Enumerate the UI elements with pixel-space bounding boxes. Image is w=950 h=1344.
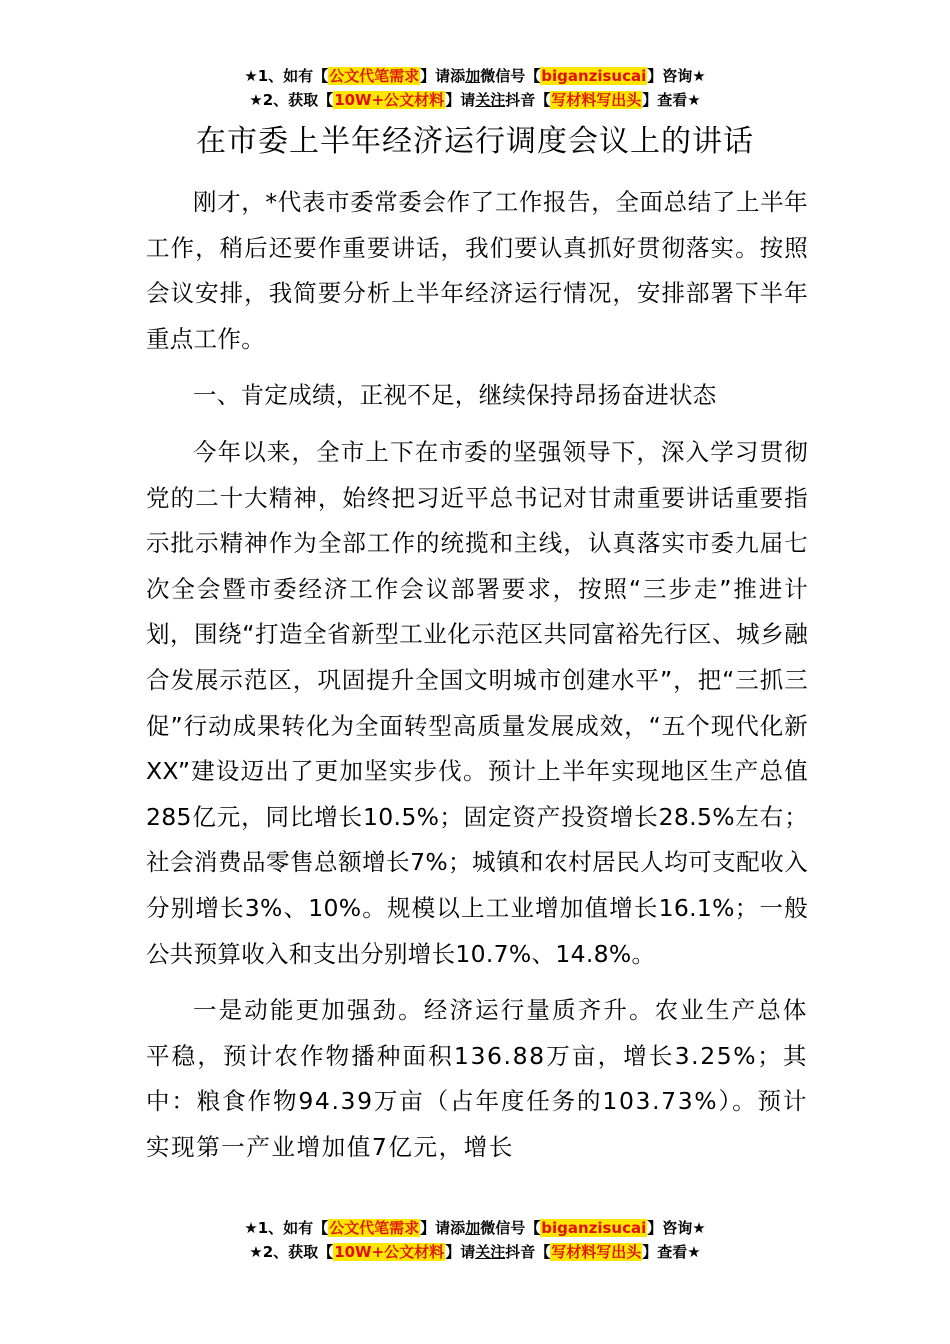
paragraph-opening: 刚才，*代表市委常委会作了工作报告，全面总结了上半年工作，稍后还要作重要讲话，我们要认真抓好贯彻落实。按照会议安排，我简要分析上半年经济运行情况，安排部署下半年重点工作。 — [146, 188, 808, 353]
document-title: 在市委上半年经济运行调度会议上的讲话 — [196, 124, 754, 159]
highlight-wechat-id: biganzisucai — [541, 1219, 647, 1237]
highlight-service: 公文代笔需求 — [329, 67, 420, 85]
highlight-douyin-account: 写材料写出头 — [551, 91, 642, 109]
promo-line-2: ★2、获取【10W+公文材料】请关注抖音【写材料写出头】查看★ — [249, 91, 701, 109]
promo-line-1: ★1、如有【公文代笔需求】请添加微信号【biganzisucai】咨询★ — [244, 1219, 706, 1237]
header-promo-banner — [0, 64, 950, 112]
highlight-douyin-account: 写材料写出头 — [551, 1243, 642, 1261]
highlight-wechat-id: biganzisucai — [541, 67, 647, 85]
highlight-service: 公文代笔需求 — [329, 1219, 420, 1237]
paragraph-momentum: 一是动能更加强劲。经济运行量质齐升。农业生产总体平稳，预计农作物播种面积136.88万亩，增长3.25%；其中：粮食作物94.39万亩（占年度任务的103.73%）。预计实现第一产业增加值7亿元，增长 — [146, 996, 808, 1161]
highlight-materials: 10W+公文材料 — [334, 91, 445, 109]
document-body — [146, 180, 808, 1170]
promo-line-2: ★2、获取【10W+公文材料】请关注抖音【写材料写出头】查看★ — [249, 1243, 701, 1261]
section-heading-1: 一、肯定成绩，正视不足，继续保持昂扬奋进状态 — [193, 381, 717, 410]
promo-line-1: ★1、如有【公文代笔需求】请添加微信号【biganzisucai】咨询★ — [244, 67, 706, 85]
paragraph-overview: 今年以来，全市上下在市委的坚强领导下，深入学习贯彻党的二十大精神，始终把习近平总书记对甘肃重要讲话重要指示批示精神作为全部工作的统揽和主线，认真落实市委九届七次全会暨市委经济工作会议部署要求，按照“三步走”推进计划，围绕“打造全省新型工业化示范区共同富裕先行区、城乡融合发展示范区，巩固提升全国文明城市创建水平”，把“三抓三促”行动成果转化为全面转型高质量发展成效，“五个现代化新XX”建设迈出了更加坚实步伐。预计上半年实现地区生产总值285亿元，同比增长10.5%；固定资产投资增长28.5%左右；社会消费品零售总额增长7%；城镇和农村居民人均可支配收入分别增长3%、10%。规模以上工业增加值增长16.1%；一般公共预算收入和支出分别增长10.7%、14.8%。 — [146, 437, 808, 968]
footer-promo-banner — [0, 1216, 950, 1264]
highlight-materials: 10W+公文材料 — [334, 1243, 445, 1261]
